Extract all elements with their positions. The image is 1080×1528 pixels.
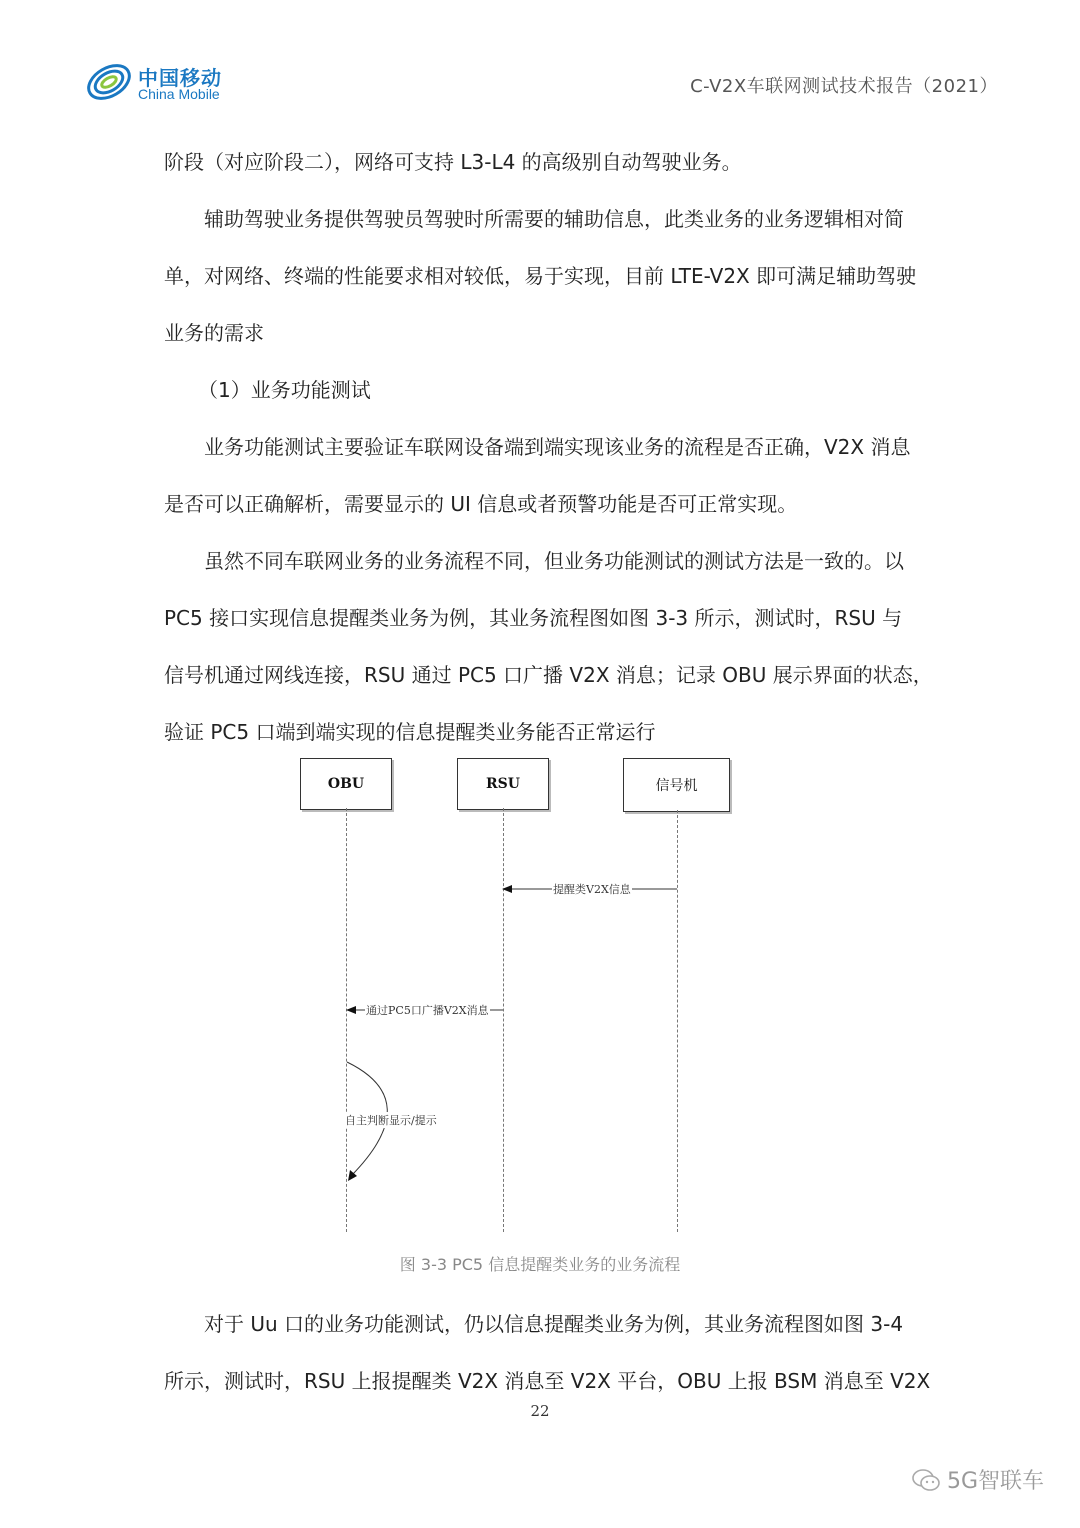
wechat-icon [911, 1467, 941, 1493]
paragraph-2-line-3: 业务的需求 [164, 321, 264, 345]
message-2-label: 通过PC5口广播V2X消息 [366, 1004, 489, 1017]
paragraph-4-line-2: 是否可以正确解析，需要显示的 UI 信息或者预警功能是否可正常实现。 [164, 492, 798, 516]
sequence-diagram [290, 750, 750, 1250]
paragraph-5-line-1: 虽然不同车联网业务的业务流程不同，但业务功能测试的测试方法是一致的。以 [204, 549, 904, 573]
paragraph-6-line-2: 所示，测试时，RSU 上报提醒类 V2X 消息至 V2X 平台，OBU 上报 BSM 消息至 V2X [164, 1369, 931, 1393]
paragraph-5-line-3: 信号机通过网线连接，RSU 通过 PC5 口广播 V2X 消息；记录 OBU 展示界面的状态， [164, 663, 933, 687]
paragraph-5-line-2: PC5 接口实现信息提醒类业务为例，其业务流程图如图 3-3 所示，测试时，RSU 与 [164, 606, 903, 630]
message-1-label: 提醒类V2X信息 [553, 883, 631, 896]
paragraph-6-line-1: 对于 Uu 口的业务功能测试，仍以信息提醒类业务为例，其业务流程图如图 3-4 [204, 1312, 904, 1336]
logo-text-en: China Mobile [138, 86, 220, 102]
paragraph-4-line-1: 业务功能测试主要验证车联网设备端到端实现该业务的流程是否正确，V2X 消息 [204, 435, 911, 459]
watermark [911, 1464, 1044, 1495]
china-mobile-logo-icon [84, 58, 134, 108]
china-mobile-logo [84, 58, 234, 108]
message-arrows [290, 750, 750, 1250]
paragraph-1: 阶段（对应阶段二），网络可支持 L3-L4 的高级别自动驾驶业务。 [164, 150, 742, 174]
watermark-text: 5G智联车 [946, 1469, 1044, 1494]
paragraph-2-line-2: 单，对网络、终端的性能要求相对较低，易于实现，目前 LTE-V2X 即可满足辅助驾驶 [164, 264, 917, 288]
paragraph-5-line-4: 验证 PC5 口端到端实现的信息提醒类业务能否正常运行 [164, 720, 656, 744]
obu-label: OBU [327, 776, 365, 792]
signal-machine-label: 信号机 [655, 778, 698, 794]
rsu-label: RSU [486, 776, 520, 792]
section-heading: （1）业务功能测试 [198, 378, 371, 402]
report-title: C-V2X车联网测试技术报告（2021） [690, 76, 998, 97]
logo-text-cn: 中国移动 [138, 66, 222, 90]
message-3-label: 自主判断显示/提示 [345, 1114, 437, 1127]
paragraph-2-line-1: 辅助驾驶业务提供驾驶员驾驶时所需要的辅助信息，此类业务的业务逻辑相对简 [204, 207, 904, 231]
page-number: 22 [530, 1402, 550, 1420]
figure-caption: 图 3-3 PC5 信息提醒类业务的业务流程 [399, 1255, 681, 1274]
